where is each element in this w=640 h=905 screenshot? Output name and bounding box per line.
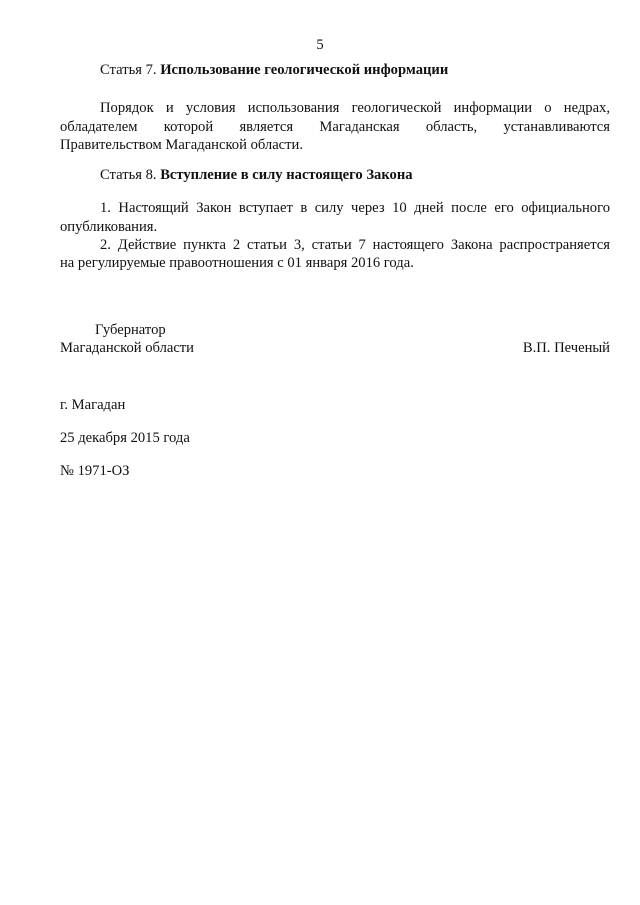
signature-row [60, 339, 610, 358]
article-8-paragraph-2-line-2: на регулируемые правоотношения с 01 января 2016 года. [60, 255, 414, 271]
article-7-heading [60, 61, 610, 80]
article-7-line-3: Правительством Магаданской области. [60, 137, 303, 153]
article-8-paragraph-1-line-2: опубликования. [60, 219, 158, 235]
article-8-heading [60, 166, 610, 185]
article-8-title: Вступление в силу настоящего Закона [160, 167, 413, 183]
article-7-line-2: обладателем которой является Магаданская область, устанавливаются [60, 119, 610, 135]
page-number: 5 [316, 37, 324, 53]
article-7-prefix: Статья 7. [100, 62, 157, 78]
article-8-paragraph-2-line-1: 2. Действие пункта 2 статьи 3, статьи 7 настоящего Закона распространяется [100, 237, 610, 253]
footer-number: № 1971-ОЗ [60, 463, 130, 479]
signature-name: В.П. Печеный [522, 340, 610, 356]
footer-date: 25 декабря 2015 года [60, 430, 190, 446]
article-7-title: Использование геологической информации [160, 62, 449, 78]
article-7-line-1: Порядок и условия использования геологической информации о недрах, [100, 100, 610, 116]
article-8-paragraph-1-line-1: 1. Настоящий Закон вступает в силу через 10 дней после его официального [100, 200, 610, 216]
article-8-prefix: Статья 8. [100, 167, 157, 183]
footer-place: г. Магадан [60, 397, 126, 413]
signature-position-line-2: Магаданской области [60, 340, 194, 356]
signature-position-line-1: Губернатор [95, 322, 166, 338]
